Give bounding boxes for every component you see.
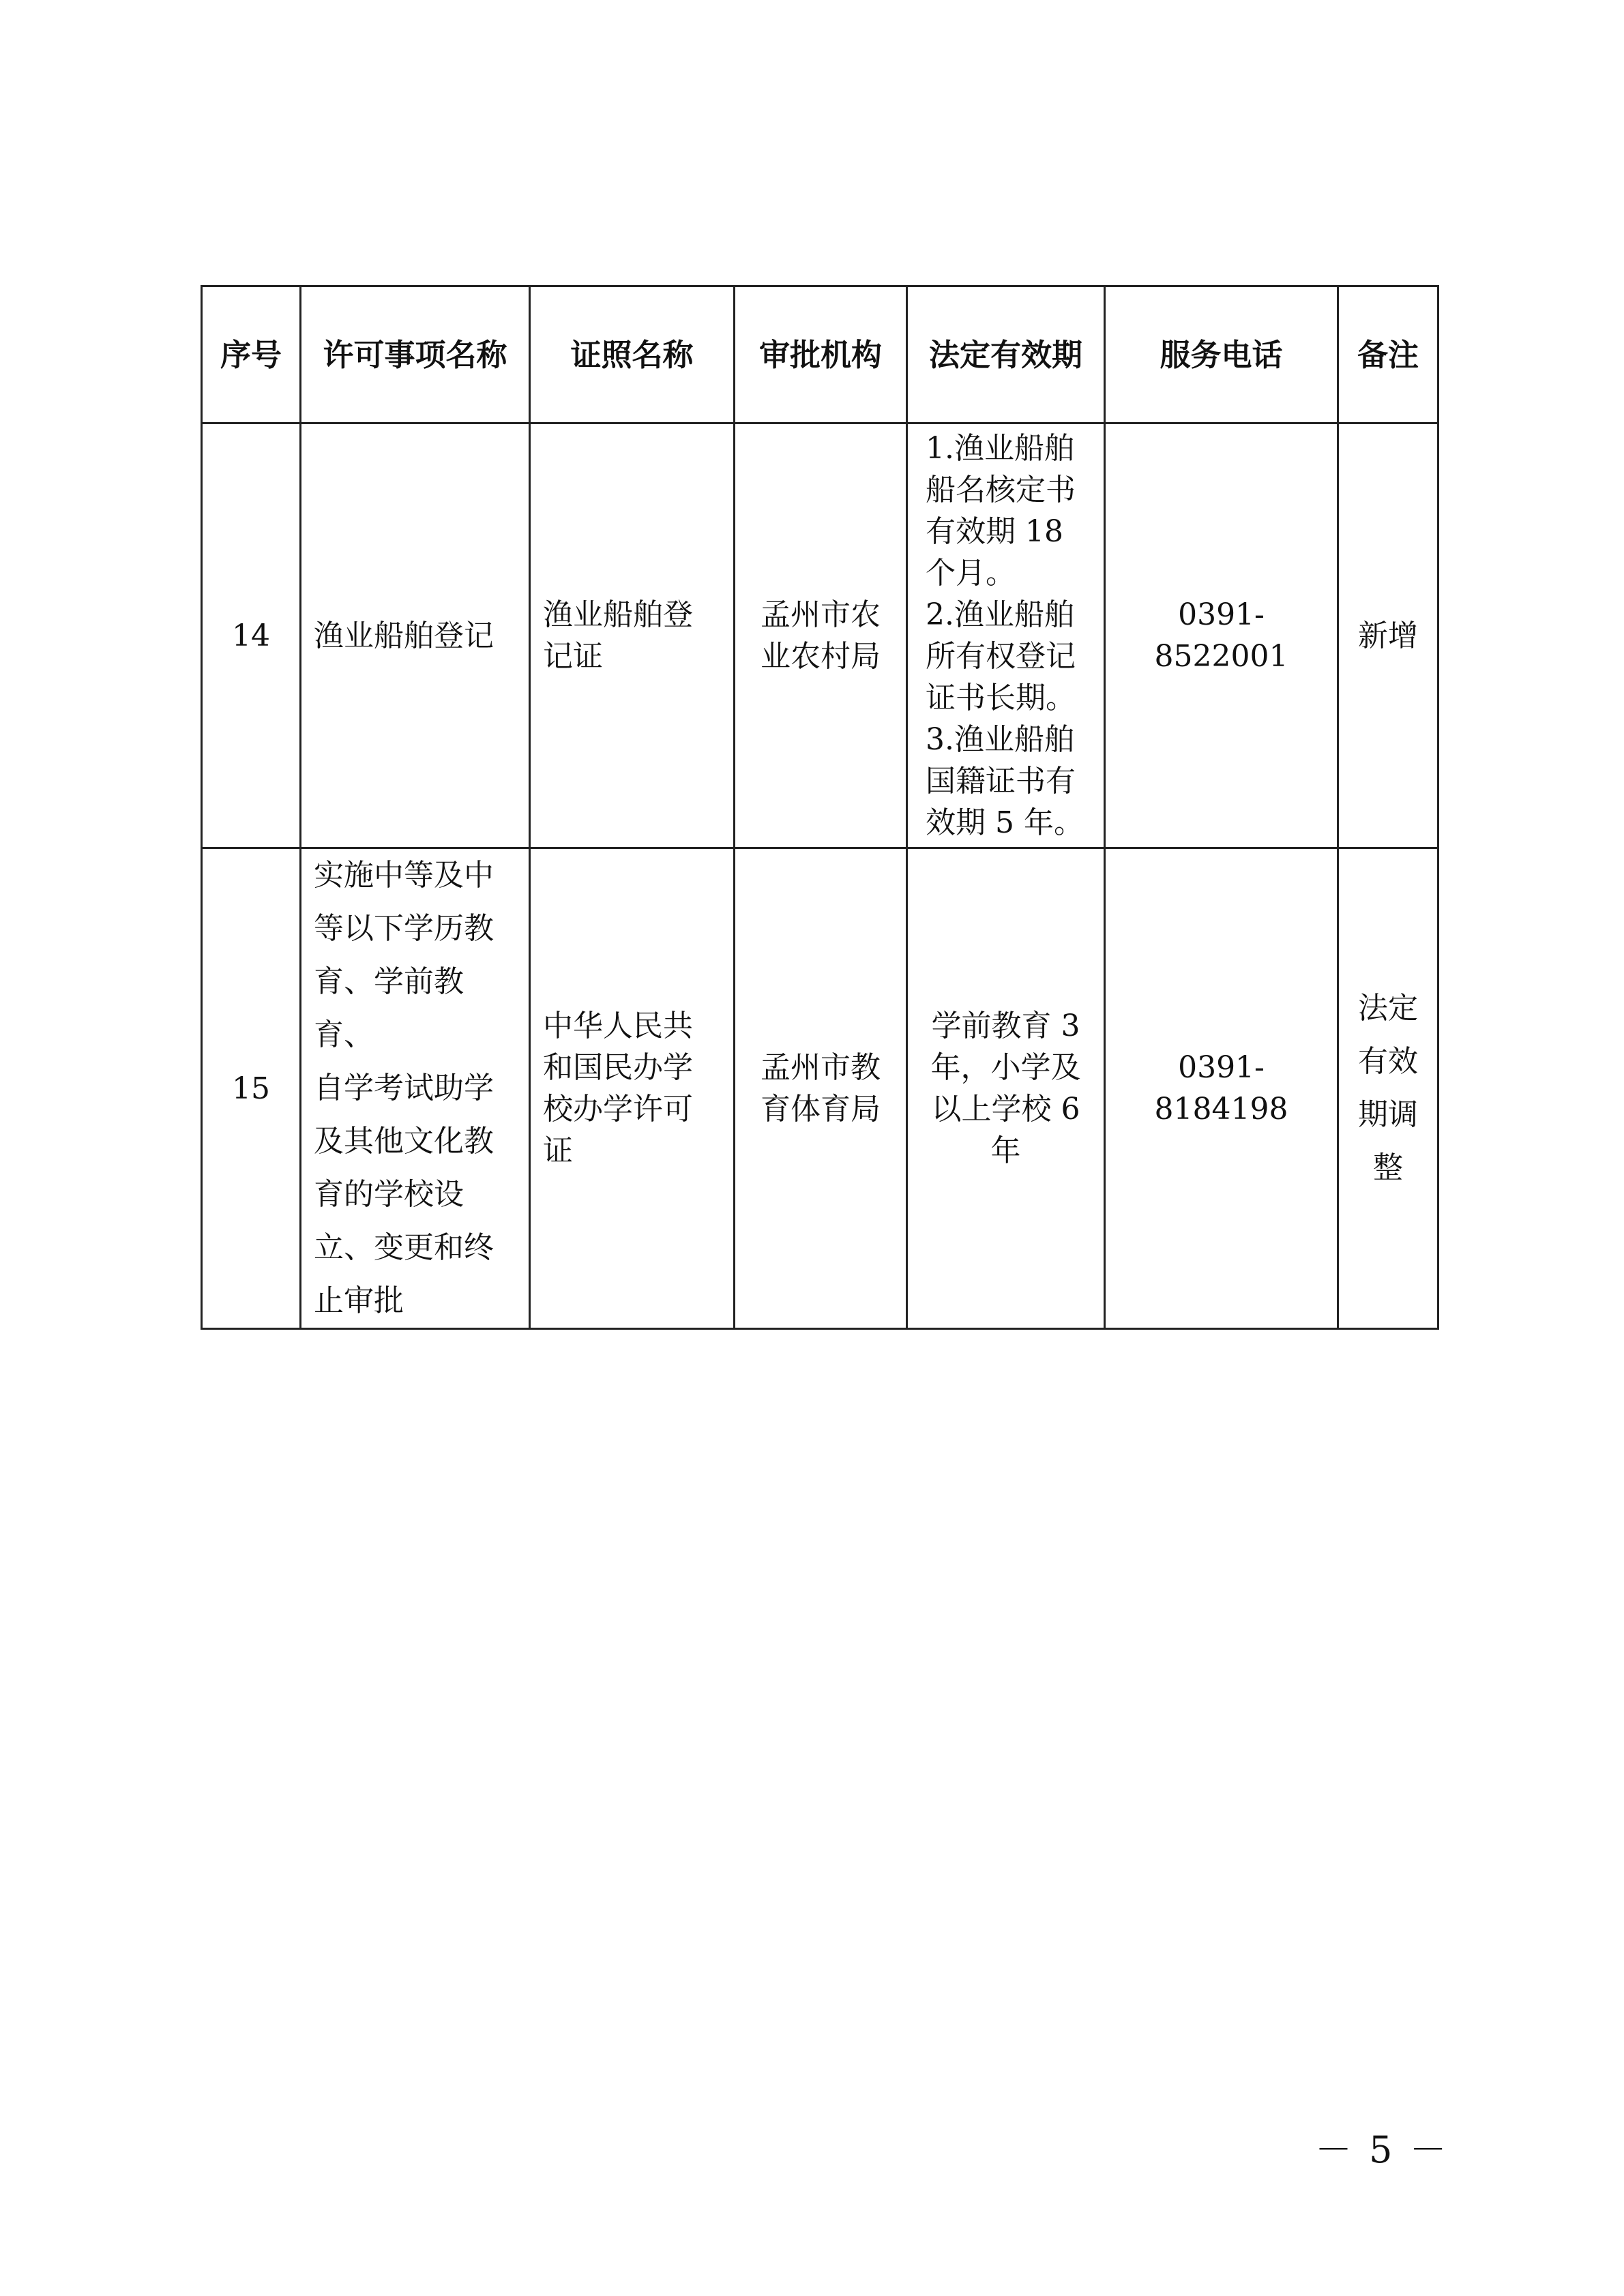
cell-item: 实施中等及中 等以下学历教 育、学前教育、 自学考试助学 及其他文化教 育的学校设 立、变更和终 止审批 (301, 848, 530, 1329)
header-remark: 备注 (1338, 286, 1438, 423)
cell-no: 14 (202, 423, 301, 848)
cell-validity: 学前教育 3 年，小学及 以上学校 6 年 (907, 848, 1105, 1329)
table-row (202, 848, 1438, 1329)
header-validity: 法定有效期 (907, 286, 1105, 423)
header-license: 证照名称 (530, 286, 735, 423)
cell-item: 渔业船舶登记 (301, 423, 530, 848)
cell-license: 渔业船舶登 记证 (530, 423, 735, 848)
cell-remark: 新增 (1338, 423, 1438, 848)
cell-phone: 0391-8184198 (1105, 848, 1338, 1329)
page-number: － 5 － (1315, 2128, 1449, 2171)
permit-table (201, 285, 1439, 1330)
cell-authority: 孟州市教 育体育局 (735, 848, 907, 1329)
header-no: 序号 (202, 286, 301, 423)
cell-authority: 孟州市农 业农村局 (735, 423, 907, 848)
header-row (202, 286, 1438, 423)
cell-license: 中华人民共 和国民办学 校办学许可 证 (530, 848, 735, 1329)
header-phone: 服务电话 (1105, 286, 1338, 423)
header-authority: 审批机构 (735, 286, 907, 423)
cell-phone: 0391-8522001 (1105, 423, 1338, 848)
table-row (202, 423, 1438, 848)
header-item: 许可事项名称 (301, 286, 530, 423)
cell-no: 15 (202, 848, 301, 1329)
cell-remark: 法定 有效 期调 整 (1338, 848, 1438, 1329)
cell-validity: 1.渔业船舶 船名核定书 有效期 18 个月。 2.渔业船舶 所有权登记 证书长期。 3.渔业船舶 国籍证书有 效期 5 年。 (907, 423, 1105, 848)
